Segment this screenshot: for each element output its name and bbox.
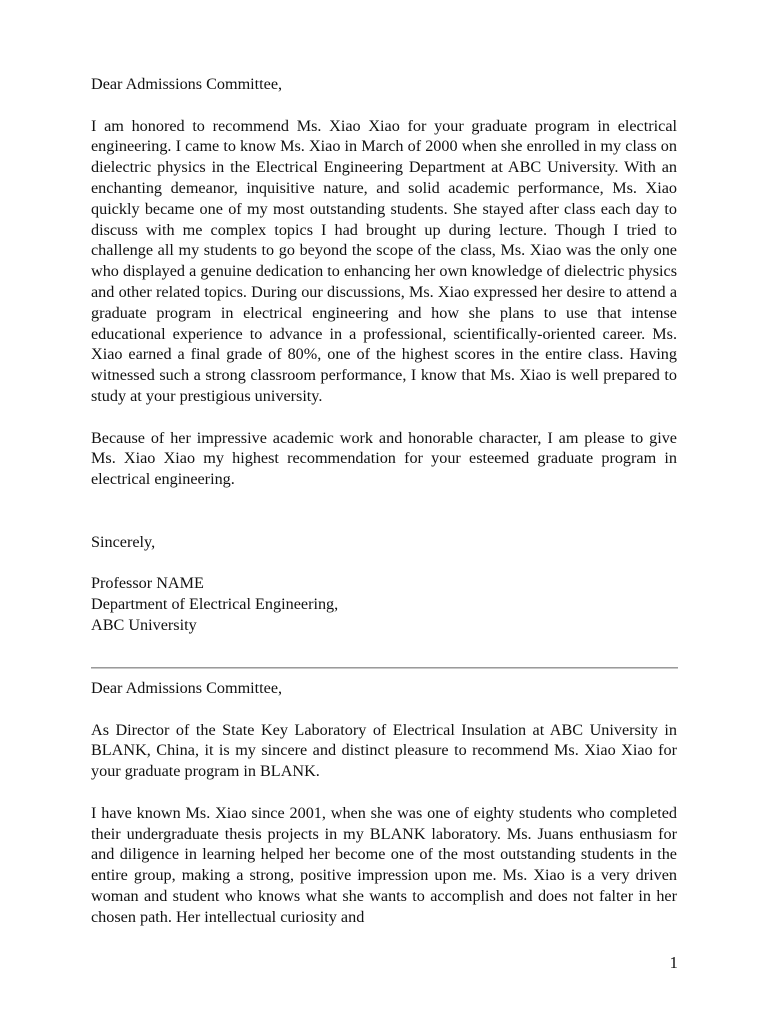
recommendation-letter-2: [91, 678, 677, 928]
letter-divider: [91, 667, 678, 669]
letter1-paragraph-2: Because of her impressive academic work and honorable character, I am please to give Ms. Xiao Xiao my highest recommendation for your esteemed graduate program in electrical engineering.: [91, 428, 677, 489]
letter1-paragraph-1: I am honored to recommend Ms. Xiao Xiao for your graduate program in electrical engineering. I came to know Ms. Xiao in March of 2000 when she enrolled in my class on dielectric physics in the Electrical Engineering Department at ABC University. With an enchanting demeanor, inquisitive nature, and solid academic performance, Ms. Xiao quickly became one of my most outstanding students. She stayed after class each day to discuss with me complex topics I had brought up during lecture. Though I tried to challenge all my students to go beyond the scope of the class, Ms. Xiao was the only one who displayed a genuine dedication to enhancing her own knowledge of dielectric physics and other related topics. During our discussions, Ms. Xiao expressed her desire to attend a graduate program in electrical engineering and how she plans to use that intense educational experience to advance in a professional, scientifically-oriented career. Ms. Xiao earned a final grade of 80%, one of the highest scores in the entire class. Having witnessed such a strong classroom performance, I know that Ms. Xiao is well prepared to study at your prestigious university.: [91, 116, 677, 405]
recommendation-letter-1: [91, 74, 677, 636]
letter1-salutation: Dear Admissions Committee,: [91, 75, 283, 93]
letter1-signer-name: Professor NAME: [91, 574, 204, 593]
page-number: 1: [669, 953, 678, 972]
letter2-paragraph-1: As Director of the State Key Laboratory of Electrical Insulation at ABC University in BLANK, China, it is my sincere and distinct pleasure to recommend Ms. Xiao Xiao for your graduate program in BLANK.: [91, 720, 677, 781]
letter1-signer-department: Department of Electrical Engineering,: [91, 594, 339, 613]
letter2-salutation: Dear Admissions Committee,: [91, 679, 283, 697]
letter1-closing: Sincerely,: [91, 532, 156, 551]
letter1-signer-university: ABC University: [91, 615, 197, 634]
letter2-paragraph-2: I have known Ms. Xiao since 2001, when she was one of eighty students who completed their undergraduate thesis projects in my BLANK laboratory. Ms. Juans enthusiasm for and diligence in learning helped her become one of the most outstanding students in the entire group, making a strong, positive impression upon me. Ms. Xiao is a very driven woman and student who knows what she wants to accomplish and does not falter in her chosen path. Her intellectual curiosity and: [91, 803, 677, 926]
